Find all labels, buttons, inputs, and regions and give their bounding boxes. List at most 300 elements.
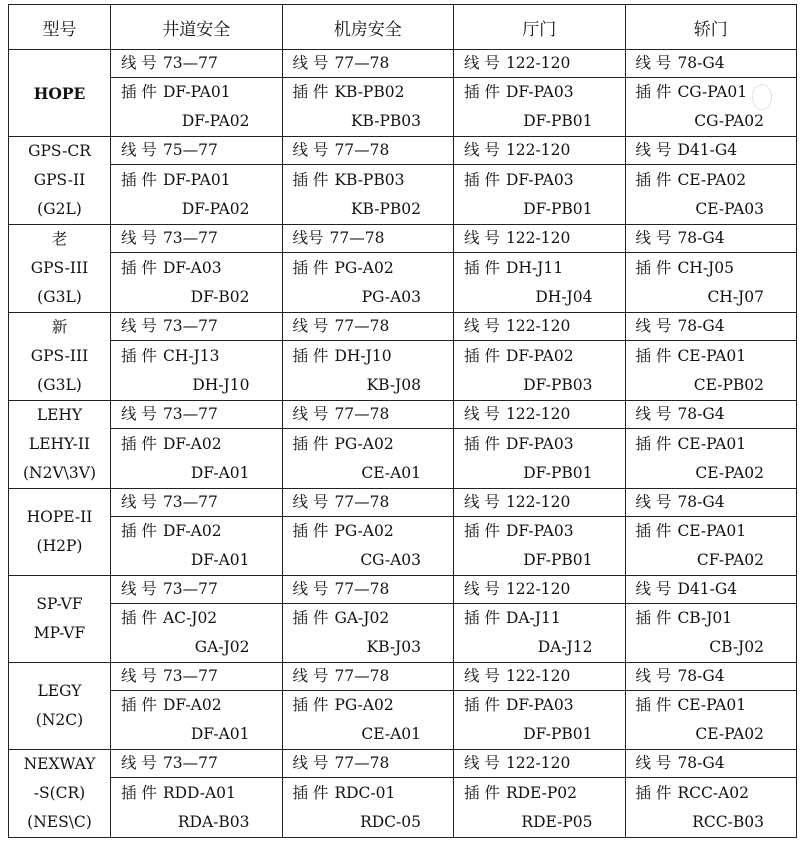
plug-cell-hoistway-safety bbox=[111, 604, 283, 663]
model-name-line: (N2C) bbox=[35, 711, 84, 729]
plug-row-1 bbox=[283, 430, 454, 459]
model-cell bbox=[9, 50, 111, 137]
line-label: 线 号 bbox=[121, 317, 157, 336]
plug-value-2: DF-PB01 bbox=[523, 463, 593, 482]
plug-cell-machine-room-safety bbox=[282, 429, 454, 489]
plug-value-1: DF-PA03 bbox=[505, 83, 574, 101]
model-name-line: (NES\C) bbox=[27, 813, 92, 831]
plug-row-1 bbox=[454, 254, 625, 283]
plug-value-1: KB-PB02 bbox=[334, 83, 405, 101]
line-number-value: 122-120 bbox=[505, 580, 571, 598]
line-number-cell-machine-room-safety bbox=[282, 750, 454, 778]
line-number-cell-machine-room-safety bbox=[282, 576, 454, 604]
plug-value-1: CE-PA02 bbox=[677, 170, 747, 189]
line-number-value: 73—77 bbox=[162, 493, 218, 511]
plug-cell-hoistway-safety bbox=[111, 78, 283, 137]
line-number-cell-machine-room-safety bbox=[282, 225, 454, 253]
plug-value-1: DF-PA03 bbox=[505, 522, 574, 540]
plug-value-2: PG-A03 bbox=[361, 287, 421, 306]
plug-label: 插 件 bbox=[121, 696, 157, 714]
model-name-line: HOPE-II bbox=[26, 508, 93, 526]
model-cell bbox=[9, 137, 111, 225]
plug-value-1: CB-J01 bbox=[677, 609, 733, 627]
line-number-value: 77—78 bbox=[334, 754, 390, 773]
model-name-line: SP-VF bbox=[36, 595, 83, 613]
plug-value-1: DF-A02 bbox=[162, 434, 222, 453]
plug-cell-landing-door bbox=[454, 341, 626, 401]
plug-label: 插 件 bbox=[635, 83, 672, 101]
line-number-value: 78-G4 bbox=[677, 54, 725, 72]
model-name-line: (H2P) bbox=[36, 537, 83, 555]
line-number-cell-landing-door bbox=[454, 50, 626, 78]
plug-cell-car-door bbox=[625, 429, 797, 489]
plug-value-2: KB-PB02 bbox=[350, 199, 421, 218]
model-cell bbox=[9, 401, 111, 489]
line-label: 线 号 bbox=[292, 493, 329, 511]
line-number-cell-landing-door bbox=[454, 313, 626, 341]
header-hoistway-safety: 井道安全 bbox=[111, 5, 283, 50]
plug-row-1 bbox=[283, 342, 454, 371]
line-number-cell-machine-room-safety bbox=[282, 50, 454, 78]
line-number-cell-car-door bbox=[625, 750, 797, 778]
plug-value-1: DA-J11 bbox=[505, 609, 561, 627]
line-number-value: 78-G4 bbox=[677, 667, 725, 685]
model-name-line: 老 bbox=[51, 230, 68, 248]
model-cell bbox=[9, 576, 111, 663]
table-row bbox=[9, 78, 797, 137]
line-number-cell-landing-door bbox=[454, 401, 626, 429]
plug-row-1 bbox=[111, 78, 282, 107]
line-number-cell-car-door bbox=[625, 313, 797, 341]
plug-label: 插 件 bbox=[292, 434, 329, 453]
plug-value-1: DF-PA01 bbox=[162, 83, 231, 101]
plug-label: 插 件 bbox=[635, 696, 672, 714]
line-label: 线 号 bbox=[121, 667, 157, 685]
line-number-value: 122-120 bbox=[505, 493, 571, 511]
plug-label: 插 件 bbox=[292, 696, 329, 714]
plug-label: 插 件 bbox=[292, 522, 329, 540]
plug-value-1: DF-PA03 bbox=[505, 170, 574, 189]
table-row bbox=[9, 253, 797, 313]
plug-value-2: CE-PB02 bbox=[693, 375, 764, 394]
plug-value-2: CG-A03 bbox=[360, 551, 421, 569]
plug-label: 插 件 bbox=[635, 609, 672, 627]
plug-label: 插 件 bbox=[635, 434, 672, 453]
plug-cell-car-door bbox=[625, 691, 797, 750]
plug-row-1 bbox=[111, 604, 282, 633]
plug-row-1 bbox=[454, 517, 625, 546]
line-label: 线 号 bbox=[635, 317, 672, 336]
line-number-cell-hoistway-safety bbox=[111, 225, 283, 253]
line-number-value: 78-G4 bbox=[677, 229, 725, 248]
line-number-value: 77—78 bbox=[334, 405, 390, 424]
plug-label: 插 件 bbox=[121, 434, 157, 453]
plug-label: 插 件 bbox=[121, 346, 157, 365]
line-number-cell-landing-door bbox=[454, 489, 626, 517]
line-label: 线 号 bbox=[635, 580, 672, 598]
line-number-cell-machine-room-safety bbox=[282, 663, 454, 691]
plug-value-2: CE-PA03 bbox=[695, 199, 764, 218]
line-number-cell-machine-room-safety bbox=[282, 137, 454, 165]
line-number-value: 77—78 bbox=[334, 141, 390, 160]
plug-value-2: GA-J02 bbox=[194, 638, 250, 656]
plug-row-1 bbox=[283, 166, 454, 195]
line-number-value: 122-120 bbox=[505, 754, 571, 773]
line-label: 线 号 bbox=[635, 405, 672, 424]
model-name-line: LEGY bbox=[37, 682, 82, 700]
line-number-value: 122-120 bbox=[505, 405, 571, 424]
plug-value-2: DF-PB01 bbox=[523, 725, 593, 743]
plug-row-1 bbox=[626, 517, 797, 546]
line-number-value: 73—77 bbox=[162, 405, 218, 424]
line-label: 线 号 bbox=[464, 405, 500, 424]
plug-cell-hoistway-safety bbox=[111, 341, 283, 401]
plug-row-1 bbox=[111, 517, 282, 546]
line-label: 线 号 bbox=[464, 54, 500, 72]
plug-row-1 bbox=[454, 691, 625, 720]
line-label: 线 号 bbox=[292, 141, 329, 160]
plug-row-1 bbox=[283, 254, 454, 283]
plug-value-1: RDE-P02 bbox=[505, 783, 578, 802]
plug-label: 插 件 bbox=[292, 258, 329, 277]
plug-value-1: CH-J05 bbox=[677, 258, 734, 277]
line-number-cell-hoistway-safety bbox=[111, 313, 283, 341]
model-name-line: LEHY bbox=[36, 406, 83, 424]
line-number-cell-machine-room-safety bbox=[282, 401, 454, 429]
plug-value-2: DF-A01 bbox=[190, 725, 250, 743]
plug-label: 插 件 bbox=[464, 170, 500, 189]
plug-label: 插 件 bbox=[464, 696, 500, 714]
plug-label: 插 件 bbox=[292, 170, 329, 189]
table-row bbox=[9, 165, 797, 225]
line-label: 线 号 bbox=[292, 405, 329, 424]
table-row bbox=[9, 576, 797, 604]
line-number-cell-hoistway-safety bbox=[111, 489, 283, 517]
plug-value-1: CG-PA01 bbox=[677, 83, 748, 101]
plug-label: 插 件 bbox=[464, 609, 500, 627]
plug-label: 插 件 bbox=[292, 346, 329, 365]
plug-label: 插 件 bbox=[464, 783, 500, 802]
line-number-value: 78-G4 bbox=[677, 405, 725, 424]
plug-cell-landing-door bbox=[454, 517, 626, 576]
plug-cell-landing-door bbox=[454, 778, 626, 838]
plug-value-2: RCC-B03 bbox=[692, 812, 764, 831]
plug-row-1 bbox=[626, 254, 797, 283]
plug-cell-machine-room-safety bbox=[282, 778, 454, 838]
plug-value-1: RDD-A01 bbox=[162, 783, 236, 802]
line-number-value: 122-120 bbox=[505, 317, 571, 336]
line-label: 线 号 bbox=[464, 667, 500, 685]
model-name-line: GPS-II bbox=[33, 171, 86, 189]
plug-value-1: DF-PA03 bbox=[505, 696, 574, 714]
table-row bbox=[9, 341, 797, 401]
model-name-line: HOPE bbox=[33, 83, 86, 103]
plug-label: 插 件 bbox=[464, 258, 500, 277]
plug-label: 插 件 bbox=[635, 170, 672, 189]
plug-cell-car-door bbox=[625, 604, 797, 663]
plug-cell-machine-room-safety bbox=[282, 78, 454, 137]
model-cell bbox=[9, 750, 111, 838]
plug-row-1 bbox=[283, 78, 454, 107]
plug-value-1: CE-PA01 bbox=[677, 696, 747, 714]
line-number-value: 73—77 bbox=[162, 667, 218, 685]
plug-value-2: CG-PA02 bbox=[694, 112, 764, 130]
plug-cell-machine-room-safety bbox=[282, 691, 454, 750]
plug-row-1 bbox=[454, 342, 625, 371]
plug-value-2: CF-PA02 bbox=[696, 551, 764, 569]
table-row bbox=[9, 50, 797, 78]
line-number-value: 77—78 bbox=[334, 580, 390, 598]
header-machine-room-safety: 机房安全 bbox=[282, 5, 454, 50]
line-number-cell-machine-room-safety bbox=[282, 313, 454, 341]
line-number-value: 73—77 bbox=[162, 580, 218, 598]
table-row bbox=[9, 604, 797, 663]
model-name-line: GPS-CR bbox=[28, 142, 91, 160]
stamp-mark bbox=[752, 84, 772, 110]
plug-cell-car-door bbox=[625, 165, 797, 225]
plug-cell-car-door bbox=[625, 341, 797, 401]
table-row bbox=[9, 750, 797, 778]
plug-value-1: AC-J02 bbox=[162, 609, 218, 627]
plug-cell-hoistway-safety bbox=[111, 253, 283, 313]
line-label: 线 号 bbox=[292, 580, 329, 598]
plug-label: 插 件 bbox=[635, 346, 672, 365]
line-label: 线 号 bbox=[292, 54, 329, 72]
line-number-value: 78-G4 bbox=[677, 754, 725, 773]
line-number-value: 73—77 bbox=[162, 317, 218, 336]
line-number-cell-landing-door bbox=[454, 663, 626, 691]
plug-label: 插 件 bbox=[121, 609, 157, 627]
line-number-cell-hoistway-safety bbox=[111, 401, 283, 429]
plug-value-1: PG-A02 bbox=[334, 522, 394, 540]
plug-row-1 bbox=[283, 604, 454, 633]
plug-label: 插 件 bbox=[635, 783, 672, 802]
line-label: 线 号 bbox=[635, 754, 672, 773]
line-number-value: D41-G4 bbox=[677, 580, 738, 598]
plug-cell-car-door bbox=[625, 253, 797, 313]
plug-value-1: DF-PA03 bbox=[505, 434, 574, 453]
plug-value-1: GA-J02 bbox=[334, 609, 390, 627]
model-cell bbox=[9, 489, 111, 576]
plug-value-1: CE-PA01 bbox=[677, 434, 747, 453]
plug-value-1: DF-A03 bbox=[162, 258, 222, 277]
plug-cell-landing-door bbox=[454, 78, 626, 137]
plug-value-2: RDE-P05 bbox=[521, 812, 593, 831]
plug-label: 插 件 bbox=[464, 522, 500, 540]
plug-row-1 bbox=[111, 254, 282, 283]
line-number-value: 77—78 bbox=[329, 229, 385, 248]
plug-label: 插 件 bbox=[121, 522, 157, 540]
plug-cell-hoistway-safety bbox=[111, 517, 283, 576]
plug-label: 插 件 bbox=[635, 522, 672, 540]
line-number-value: 77—78 bbox=[334, 667, 390, 685]
line-number-cell-landing-door bbox=[454, 750, 626, 778]
plug-cell-car-door bbox=[625, 778, 797, 838]
plug-value-2: DF-A01 bbox=[190, 463, 250, 482]
plug-row-1 bbox=[454, 166, 625, 195]
model-name-line: (G3L) bbox=[37, 376, 82, 394]
plug-value-2: DF-PB01 bbox=[523, 199, 593, 218]
line-label: 线 号 bbox=[121, 754, 157, 773]
table-row bbox=[9, 313, 797, 341]
plug-row-1 bbox=[283, 691, 454, 720]
plug-value-2: DF-A01 bbox=[190, 551, 250, 569]
line-label: 线 号 bbox=[121, 405, 157, 424]
line-number-cell-landing-door bbox=[454, 137, 626, 165]
table-row bbox=[9, 778, 797, 838]
plug-row-1 bbox=[626, 779, 797, 808]
line-number-value: 78-G4 bbox=[677, 317, 725, 336]
line-label: 线 号 bbox=[635, 54, 672, 72]
line-label: 线 号 bbox=[121, 141, 157, 160]
plug-row-1 bbox=[454, 430, 625, 459]
line-label: 线 号 bbox=[121, 580, 157, 598]
line-number-cell-car-door bbox=[625, 50, 797, 78]
plug-value-2: DH-J04 bbox=[535, 287, 593, 306]
table-row bbox=[9, 517, 797, 576]
plug-value-2: KB-J08 bbox=[366, 375, 421, 394]
line-label: 线 号 bbox=[464, 317, 500, 336]
plug-cell-hoistway-safety bbox=[111, 778, 283, 838]
model-cell bbox=[9, 663, 111, 750]
line-number-value: 77—78 bbox=[334, 54, 390, 72]
line-number-value: 77—78 bbox=[334, 493, 390, 511]
plug-row-1 bbox=[283, 517, 454, 546]
plug-value-2: DF-PB03 bbox=[523, 375, 593, 394]
line-number-cell-landing-door bbox=[454, 225, 626, 253]
plug-value-1: PG-A02 bbox=[334, 258, 394, 277]
plug-value-1: RDC-01 bbox=[334, 783, 396, 802]
plug-value-2: RDA-B03 bbox=[177, 812, 250, 831]
model-name-line: GPS-III bbox=[30, 347, 89, 365]
plug-value-2: DA-J12 bbox=[537, 638, 593, 656]
table-row bbox=[9, 225, 797, 253]
line-number-value: 122-120 bbox=[505, 54, 571, 72]
line-label: 线 号 bbox=[635, 229, 672, 248]
line-number-cell-hoistway-safety bbox=[111, 137, 283, 165]
plug-row-1 bbox=[626, 604, 797, 633]
line-number-cell-landing-door bbox=[454, 576, 626, 604]
plug-row-1 bbox=[626, 430, 797, 459]
plug-row-1 bbox=[454, 604, 625, 633]
plug-label: 插 件 bbox=[292, 609, 329, 627]
plug-value-2: CE-A01 bbox=[361, 725, 421, 743]
model-cell bbox=[9, 225, 111, 313]
plug-value-2: DF-PB01 bbox=[523, 112, 593, 130]
plug-row-1 bbox=[111, 779, 282, 808]
plug-cell-machine-room-safety bbox=[282, 165, 454, 225]
line-number-value: 78-G4 bbox=[677, 493, 725, 511]
plug-value-1: DF-A02 bbox=[162, 522, 222, 540]
table-row bbox=[9, 137, 797, 165]
line-label: 线 号 bbox=[121, 493, 157, 511]
model-name-line: (N2V\3V) bbox=[23, 464, 96, 482]
line-number-cell-hoistway-safety bbox=[111, 663, 283, 691]
plug-value-1: CH-J13 bbox=[162, 346, 220, 365]
plug-value-2: CB-J02 bbox=[709, 638, 764, 656]
plug-value-2: KB-J03 bbox=[366, 638, 421, 656]
line-label: 线 号 bbox=[121, 54, 157, 72]
table-header-row bbox=[9, 5, 797, 50]
line-number-cell-car-door bbox=[625, 576, 797, 604]
plug-value-2: DF-B02 bbox=[190, 287, 250, 306]
plug-value-1: DH-J11 bbox=[505, 258, 564, 277]
plug-cell-machine-room-safety bbox=[282, 253, 454, 313]
plug-row-1 bbox=[283, 779, 454, 808]
plug-label: 插 件 bbox=[292, 83, 329, 101]
line-number-cell-car-door bbox=[625, 401, 797, 429]
plug-row-1 bbox=[626, 342, 797, 371]
line-label: 线 号 bbox=[292, 754, 329, 773]
safety-circuit-table bbox=[8, 4, 797, 838]
line-number-cell-machine-room-safety bbox=[282, 489, 454, 517]
plug-row-1 bbox=[111, 166, 282, 195]
header-model: 型号 bbox=[9, 5, 111, 50]
plug-value-2: CE-PA02 bbox=[695, 463, 764, 482]
line-number-cell-car-door bbox=[625, 225, 797, 253]
plug-row-1 bbox=[626, 166, 797, 195]
plug-cell-car-door bbox=[625, 517, 797, 576]
plug-value-2: KB-PB03 bbox=[350, 112, 421, 130]
plug-label: 插 件 bbox=[464, 346, 500, 365]
plug-value-1: PG-A02 bbox=[334, 696, 394, 714]
plug-cell-machine-room-safety bbox=[282, 341, 454, 401]
plug-cell-landing-door bbox=[454, 429, 626, 489]
plug-value-1: DF-A02 bbox=[162, 696, 222, 714]
header-landing-door: 厅门 bbox=[454, 5, 626, 50]
plug-cell-landing-door bbox=[454, 253, 626, 313]
plug-label: 插 件 bbox=[121, 83, 157, 101]
line-number-cell-hoistway-safety bbox=[111, 576, 283, 604]
model-name-line: (G3L) bbox=[37, 288, 82, 306]
line-number-value: 73—77 bbox=[162, 229, 218, 248]
model-name-line: MP-VF bbox=[33, 624, 86, 642]
plug-label: 插 件 bbox=[464, 83, 500, 101]
model-name-line: 新 bbox=[51, 318, 68, 336]
line-number-value: 75—77 bbox=[162, 141, 218, 160]
line-label: 线 号 bbox=[464, 141, 500, 160]
plug-value-1: DF-PA01 bbox=[162, 170, 231, 189]
plug-value-2: CH-J07 bbox=[707, 287, 764, 306]
line-label: 线 号 bbox=[635, 493, 672, 511]
plug-value-2: DF-PA02 bbox=[181, 199, 250, 218]
plug-label: 插 件 bbox=[121, 258, 157, 277]
plug-value-1: CE-PA01 bbox=[677, 522, 747, 540]
line-number-cell-hoistway-safety bbox=[111, 50, 283, 78]
plug-row-1 bbox=[111, 691, 282, 720]
plug-cell-machine-room-safety bbox=[282, 604, 454, 663]
plug-cell-landing-door bbox=[454, 165, 626, 225]
table-row bbox=[9, 691, 797, 750]
line-label: 线 号 bbox=[464, 493, 500, 511]
plug-label: 插 件 bbox=[121, 783, 157, 802]
plug-label: 插 件 bbox=[292, 783, 329, 802]
line-number-cell-car-door bbox=[625, 663, 797, 691]
line-number-value: D41-G4 bbox=[677, 141, 738, 160]
line-label: 线 号 bbox=[635, 141, 672, 160]
model-name-line: (G2L) bbox=[37, 200, 82, 218]
line-label: 线 号 bbox=[292, 317, 329, 336]
plug-value-2: RDC-05 bbox=[360, 812, 421, 831]
plug-value-2: CE-A01 bbox=[361, 463, 421, 482]
line-number-cell-car-door bbox=[625, 137, 797, 165]
line-number-value: 122-120 bbox=[505, 141, 571, 160]
plug-value-2: CE-PA02 bbox=[695, 725, 764, 743]
line-label: 线 号 bbox=[635, 667, 672, 685]
plug-row-1 bbox=[454, 78, 625, 107]
plug-value-2: DF-PA02 bbox=[181, 112, 250, 130]
line-label: 线 号 bbox=[464, 580, 500, 598]
